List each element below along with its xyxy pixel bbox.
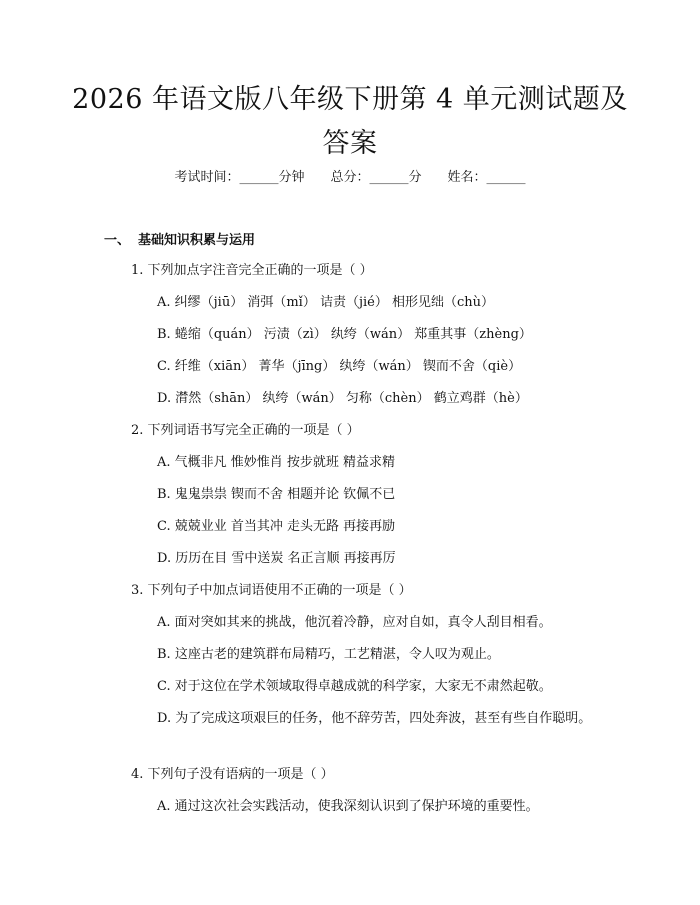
question-option: B. 这座古老的建筑群布局精巧，工艺精湛，令人叹为观止。: [157, 647, 500, 662]
question-stem: 3. 下列句子中加点词语使用不正确的一项是（ ）: [131, 583, 412, 598]
question-option: C. 兢兢业业 首当其冲 走头无路 再接再励: [157, 519, 396, 534]
question-option: C. 纤维（xiān） 菁华（jīng） 纨绔（wán） 锲而不舍（qiè）: [157, 359, 522, 374]
question-stem: 1. 下列加点字注音完全正确的一项是（ ）: [131, 263, 373, 278]
section-heading: [104, 229, 255, 248]
question-option: D. 潸然（shān） 纨绔（wán） 匀称（chèn） 鹤立鸡群（hè）: [157, 391, 528, 406]
title-line-1: 2026 年语文版八年级下册第 4 单元测试题及: [72, 84, 628, 115]
question-option: A. 纠缪（jiū） 消弭（mǐ） 诘责（jié） 相形见绌（chù）: [157, 295, 495, 310]
question-stem: 4. 下列句子没有语病的一项是（ ）: [131, 767, 334, 782]
question-stem: 2. 下列词语书写完全正确的一项是（ ）: [131, 423, 360, 438]
question-option: B. 蜷缩（quán） 污渍（zì） 纨绔（wán） 郑重其事（zhèng）: [157, 327, 532, 342]
section-number: 一、: [104, 233, 131, 248]
title-line-2: 答案: [322, 128, 378, 159]
exam-name: 姓名：______: [447, 170, 526, 185]
exam-time: 考试时间：______分钟: [174, 170, 305, 185]
question-option: A. 面对突如其来的挑战，他沉着冷静，应对自如，真令人刮目相看。: [157, 615, 552, 630]
question-option: B. 鬼鬼祟祟 锲而不舍 相题并论 钦佩不已: [157, 487, 396, 502]
section-title: 基础知识积累与运用: [138, 233, 256, 248]
question-option: D. 历历在目 雪中送炭 名正言顺 再接再厉: [157, 551, 396, 566]
exam-score: 总分：______分: [330, 170, 422, 185]
question-option: C. 对于这位在学术领域取得卓越成就的科学家，大家无不肃然起敬。: [157, 679, 552, 694]
exam-meta: [0, 168, 700, 188]
question-option: D. 为了完成这项艰巨的任务，他不辞劳苦，四处奔波，甚至有些自作聪明。: [157, 711, 592, 726]
page-title: [60, 78, 640, 166]
question-option: A. 通过这次社会实践活动，使我深刻认识到了保护环境的重要性。: [157, 799, 539, 814]
question-option: A. 气概非凡 惟妙惟肖 按步就班 精益求精: [157, 455, 396, 470]
